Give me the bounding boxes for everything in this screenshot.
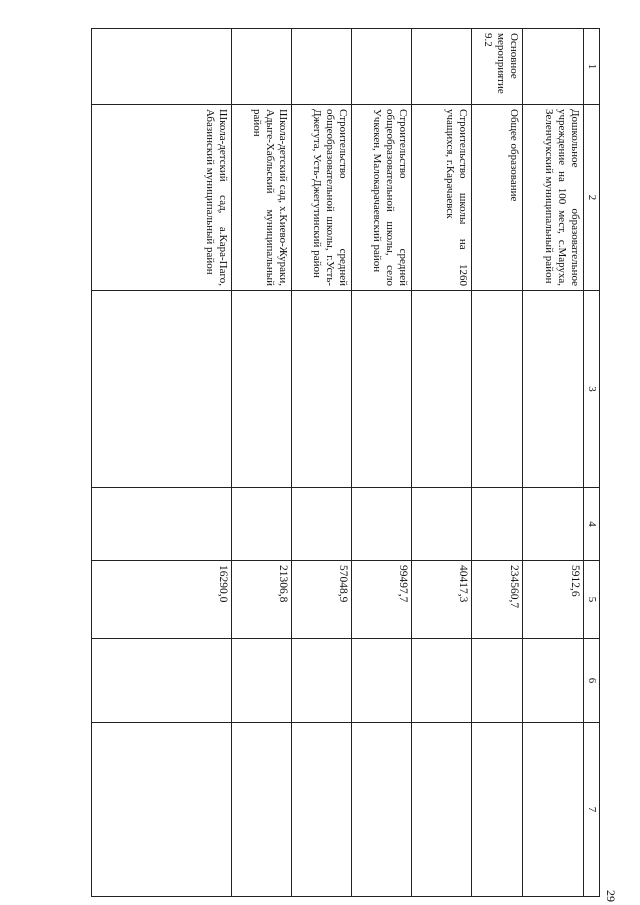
- table-row: [232, 29, 292, 897]
- object-name-cell: Строительство средней общеобразовательной школы, село Учкекен, Малокарачаевский район: [352, 105, 412, 291]
- row-label-cell: [232, 29, 292, 105]
- empty-cell: [292, 488, 352, 561]
- table-row: [472, 29, 523, 897]
- empty-cell: [292, 291, 352, 488]
- col-header-4: 4: [584, 488, 600, 561]
- page-number: 29: [604, 890, 618, 902]
- empty-cell: [232, 291, 292, 488]
- empty-cell: [472, 291, 523, 488]
- col-header-2: 2: [584, 105, 600, 291]
- empty-cell: [412, 723, 472, 897]
- empty-cell: [92, 488, 232, 561]
- header-row: [584, 29, 600, 897]
- table-row: [412, 29, 472, 897]
- empty-cell: [352, 723, 412, 897]
- empty-cell: [292, 723, 352, 897]
- rotated-page: [76, 28, 618, 902]
- empty-cell: [352, 291, 412, 488]
- empty-cell: [92, 723, 232, 897]
- col-header-1: 1: [584, 29, 600, 105]
- object-name-cell: Школа-детский сад, а.Кара-Паго, Абазинский муниципальный район: [92, 105, 232, 291]
- amount-cell: 57048,9: [292, 561, 352, 639]
- empty-cell: [523, 291, 584, 488]
- empty-cell: [292, 639, 352, 723]
- empty-cell: [523, 488, 584, 561]
- row-label-cell: [352, 29, 412, 105]
- object-name-cell: Дошкольное образовательное учреждение на 100 мест, с.Маруха, Зеленчукский муниципальный район: [523, 105, 584, 291]
- row-label-cell: Основное мероприятие 9.2: [472, 29, 523, 105]
- table-row: [292, 29, 352, 897]
- empty-cell: [352, 639, 412, 723]
- empty-cell: [412, 488, 472, 561]
- object-name-cell: Строительство средней общеобразовательной школы, г.Усть-Джегута, Усть-Джегутинский район: [292, 105, 352, 291]
- col-header-5: 5: [584, 561, 600, 639]
- empty-cell: [92, 291, 232, 488]
- empty-cell: [472, 488, 523, 561]
- amount-cell: 99497,7: [352, 561, 412, 639]
- amount-cell: 40417,3: [412, 561, 472, 639]
- empty-cell: [523, 723, 584, 897]
- amount-cell: 5912,6: [523, 561, 584, 639]
- program-table: [91, 28, 600, 897]
- empty-cell: [352, 488, 412, 561]
- row-label-cell: [92, 29, 232, 105]
- object-name-cell: Общее образование: [472, 105, 523, 291]
- object-name-cell: Школа-детский сад, х.Киево-Жураки, Адыге-Хабльский муниципальный район: [232, 105, 292, 291]
- empty-cell: [232, 723, 292, 897]
- amount-cell: 234560,7: [472, 561, 523, 639]
- amount-cell: 21306,8: [232, 561, 292, 639]
- row-label-cell: [523, 29, 584, 105]
- table-row: [352, 29, 412, 897]
- empty-cell: [232, 488, 292, 561]
- table-row: [523, 29, 584, 897]
- table-row: [92, 29, 232, 897]
- empty-cell: [412, 639, 472, 723]
- empty-cell: [92, 639, 232, 723]
- amount-cell: 16290,0: [92, 561, 232, 639]
- object-name-cell: Строительство школы на 1260 учащихся, г.Карачаевск: [412, 105, 472, 291]
- row-label-cell: [292, 29, 352, 105]
- empty-cell: [412, 291, 472, 488]
- col-header-3: 3: [584, 291, 600, 488]
- row-label-cell: [412, 29, 472, 105]
- empty-cell: [472, 639, 523, 723]
- col-header-6: 6: [584, 639, 600, 723]
- col-header-7: 7: [584, 723, 600, 897]
- empty-cell: [523, 639, 584, 723]
- empty-cell: [472, 723, 523, 897]
- empty-cell: [232, 639, 292, 723]
